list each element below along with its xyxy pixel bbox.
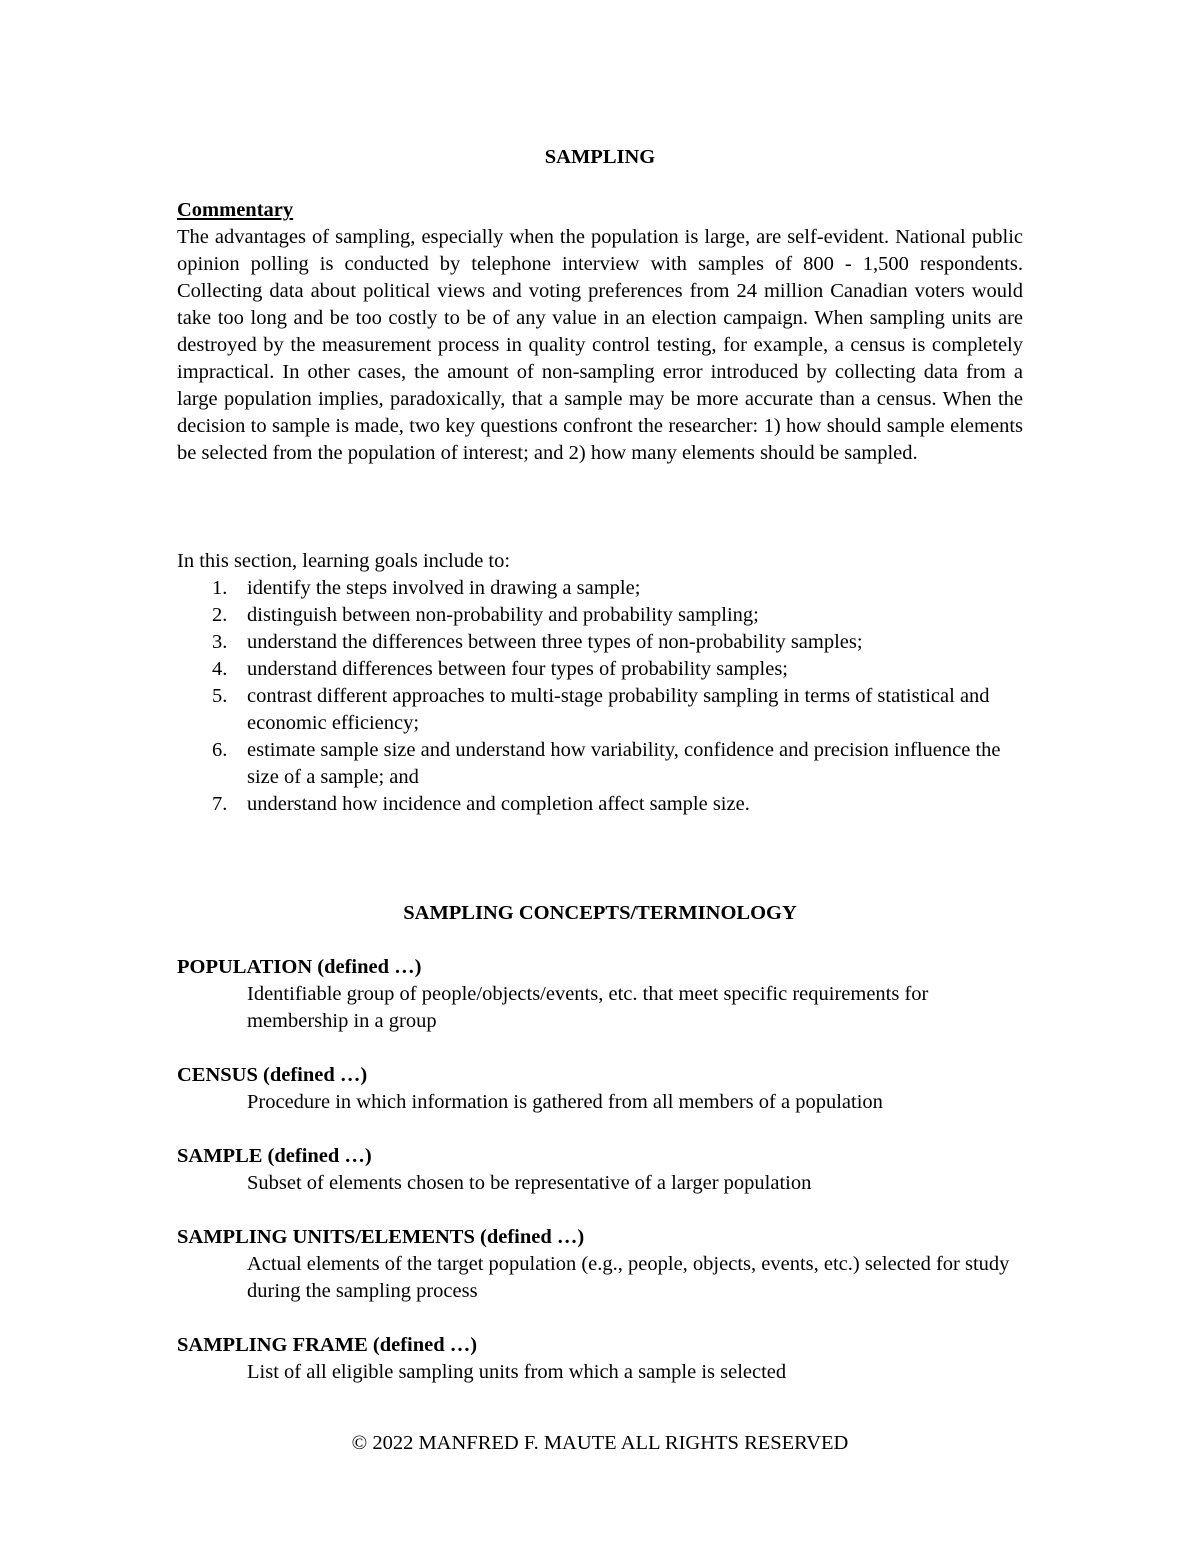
goal-text: understand differences between four types of probability samples; <box>247 658 788 680</box>
term-definition: Actual elements of the target population (e.g., people, objects, events, etc.) selected for study during the sampling process <box>247 1253 1010 1302</box>
commentary-heading: Commentary <box>177 199 294 221</box>
term-heading: SAMPLE (defined …) <box>177 1145 372 1167</box>
term-entry-census <box>177 1062 1023 1116</box>
learning-goal-item <box>177 683 1023 737</box>
goal-text: distinguish between non-probability and probability sampling; <box>247 604 759 626</box>
goal-number: 4. <box>212 658 228 680</box>
term-heading: SAMPLING UNITS/ELEMENTS (defined …) <box>177 1226 585 1248</box>
goal-text: identify the steps involved in drawing a sample; <box>247 577 641 599</box>
term-definition: Subset of elements chosen to be representative of a larger population <box>247 1172 812 1194</box>
goal-number: 6. <box>212 739 228 761</box>
terminology-section <box>177 954 1023 1413</box>
learning-goals-intro: In this section, learning goals include to: <box>177 550 511 572</box>
page-title: SAMPLING <box>544 146 656 168</box>
term-heading: SAMPLING FRAME (defined …) <box>177 1334 478 1356</box>
goal-number: 2. <box>212 604 228 626</box>
learning-goals-section <box>177 548 1023 818</box>
learning-goal-item <box>177 629 1023 656</box>
learning-goal-item <box>177 737 1023 791</box>
learning-goal-item <box>177 602 1023 629</box>
term-definition: List of all eligible sampling units from which a sample is selected <box>247 1361 787 1383</box>
goal-number: 5. <box>212 685 228 707</box>
term-heading: CENSUS (defined …) <box>177 1064 368 1086</box>
term-heading: POPULATION (defined …) <box>177 956 422 978</box>
term-definition: Identifiable group of people/objects/events, etc. that meet specific requirements for membership in a group <box>247 983 929 1032</box>
concepts-heading: SAMPLING CONCEPTS/TERMINOLOGY <box>403 902 797 924</box>
learning-goal-item <box>177 656 1023 683</box>
term-entry-sampling-units <box>177 1224 1023 1305</box>
goal-text: estimate sample size and understand how variability, confidence and precision influence the size of a sample; and <box>247 739 1001 788</box>
term-entry-population <box>177 954 1023 1035</box>
goal-number: 1. <box>212 577 228 599</box>
commentary-paragraph: The advantages of sampling, especially when the population is large, are self-evident. National public opinion polling is conducted by telephone interview with samples of 800 - 1,500 respondents. Collecting data about political views and voting preferences from 24 million Canadian voters would take too long and be too costly to be of any value in an election campaign. When sampling units are destroyed by the measurement process in quality control testing, for example, a census is completely impractical. In other cases, the amount of non-sampling error introduced by collecting data from a large population implies, paradoxically, that a sample may be more accurate than a census. When the decision to sample is made, two key questions confront the researcher: 1) how should sample elements be selected from the population of interest; and 2) how many elements should be sampled. <box>177 226 1023 464</box>
learning-goals-list <box>177 575 1023 818</box>
goal-text: understand how incidence and completion affect sample size. <box>247 793 750 815</box>
commentary-section <box>177 197 1023 467</box>
copyright-footer: © 2022 MANFRED F. MAUTE ALL RIGHTS RESERVED <box>351 1432 849 1454</box>
learning-goal-item <box>177 575 1023 602</box>
goal-text: understand the differences between three types of non-probability samples; <box>247 631 863 653</box>
goal-text: contrast different approaches to multi-stage probability sampling in terms of statistical and economic efficiency; <box>247 685 990 734</box>
term-entry-sample <box>177 1143 1023 1197</box>
term-definition: Procedure in which information is gathered from all members of a population <box>247 1091 883 1113</box>
goal-number: 7. <box>212 793 228 815</box>
goal-number: 3. <box>212 631 228 653</box>
learning-goal-item <box>177 791 1023 818</box>
term-entry-sampling-frame <box>177 1332 1023 1386</box>
